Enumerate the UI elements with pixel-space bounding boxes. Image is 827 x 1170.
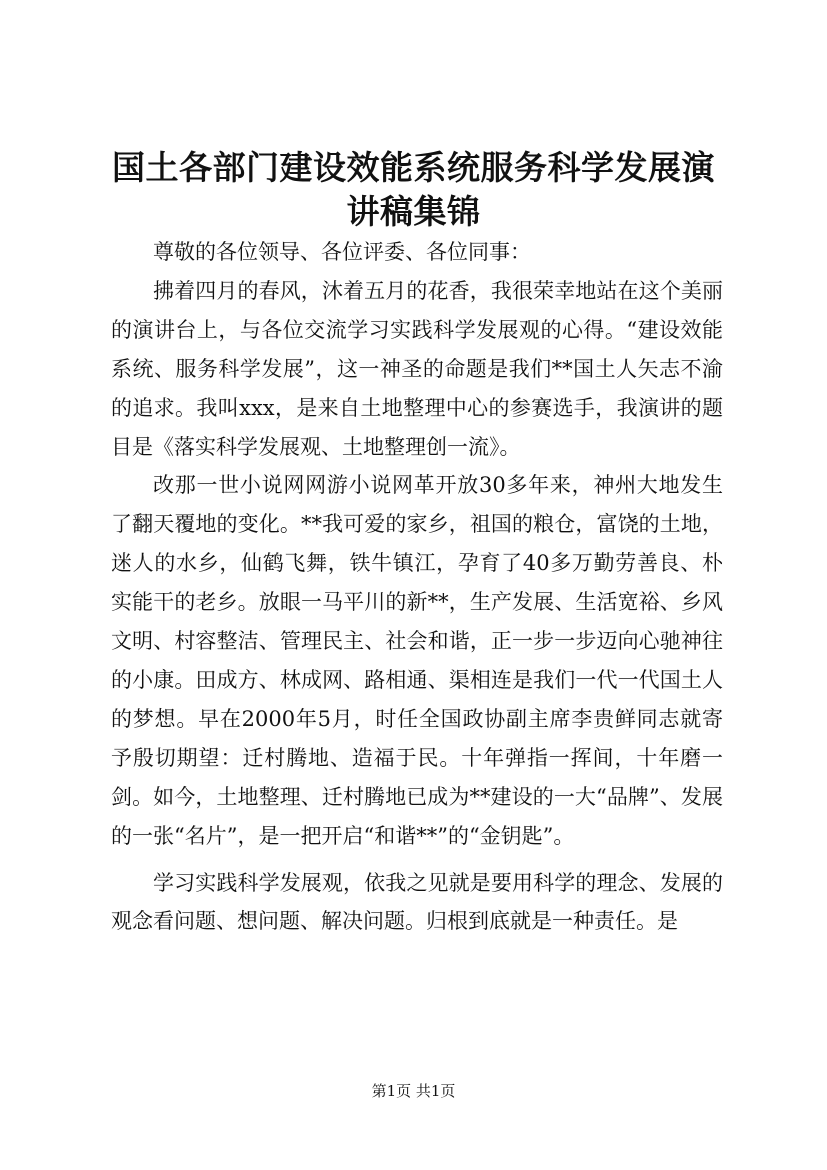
document-body [111,233,723,941]
body-paragraph: 学习实践科学发展观，依我之见就是要用科学的理念、发展的观念看问题、想问题、解决问题。归根到底就是一种责任。是 [111,870,723,934]
body-paragraph: 拂着四月的春风，沐着五月的花香，我很荣幸地站在这个美丽的演讲台上，与各位交流学习实践科学发展观的心得。“建设效能系统、服务科学发展”，这一神圣的命题是我们**国土人矢志不渝的追求。我叫xxx，是来自土地整理中心的参赛选手，我演讲的题目是《落实科学发展观、土地整理创一流》。 [111,278,723,459]
page-number-footer: 第1页 共1页 [371,1082,456,1100]
salutation-paragraph: 尊敬的各位领导、各位评委、各位同事： [153,240,531,264]
document-title: 国土各部门建设效能系统服务科学发展演讲稿集锦 [112,148,715,231]
body-paragraph: 改那一世小说网网游小说网革开放30多年来，神州大地发生了翻天覆地的变化。**我可爱的家乡，祖国的粮仓，富饶的土地，迷人的水乡，仙鹤飞舞，铁牛镇江，孕育了40多万勤劳善良、朴实能干的老乡。放眼一马平川的新**，生产发展、生活宽裕、乡风文明、村容整洁、管理民主、社会和谐，正一步一步迈向心驰神往的小康。田成方、林成网、路相通、渠相连是我们一代一代国土人的梦想。早在2000年5月，时任全国政协副主席李贵鲜同志就寄予殷切期望：迁村腾地、造福于民。十年弹指一挥间，十年磨一剑。如今，土地整理、迁村腾地已成为**建设的一大“品牌”、发展的一张“名片”，是一把开启“和谐**”的“金钥匙”。 [111,473,723,848]
